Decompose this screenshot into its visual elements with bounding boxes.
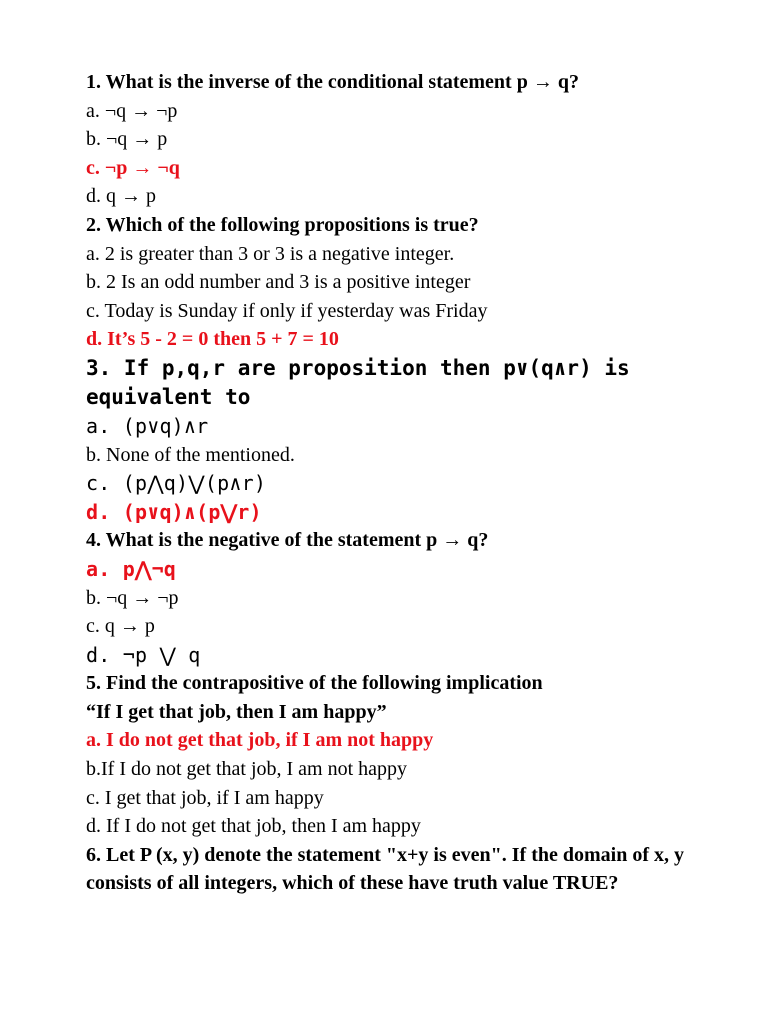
q3-option-b: b. None of the mentioned. bbox=[86, 443, 295, 466]
q5-option-b: b.If I do not get that job, I am not happy bbox=[86, 758, 408, 781]
question-6: 6. Let P (x, y) denote the statement "x+y is even". If the domain of x, y consists of all integers, which of these have truth value TRUE? bbox=[86, 843, 684, 895]
q1-option-d: d. q → p bbox=[86, 185, 156, 208]
q4-option-a-answer: a. p⋀¬q bbox=[86, 556, 177, 581]
q2-option-b: b. 2 Is an odd number and 3 is a positive integer bbox=[86, 271, 471, 294]
q5-option-a-answer: a. I do not get that job, if I am not happy bbox=[86, 729, 434, 752]
q3-option-a: a. (p∨q)∧r bbox=[86, 413, 209, 438]
question-5-quote: “If I get that job, then I am happy” bbox=[86, 700, 387, 723]
question-2: 2. Which of the following propositions is true? bbox=[86, 213, 479, 236]
q4-option-c: c. q → p bbox=[86, 615, 155, 638]
q2-option-a: a. 2 is greater than 3 or 3 is a negative integer. bbox=[86, 242, 455, 265]
q5-option-c: c. I get that job, if I am happy bbox=[86, 786, 324, 809]
question-1: 1. What is the inverse of the conditional statement p → q? bbox=[86, 71, 579, 93]
q2-option-c: c. Today is Sunday if only if yesterday was Friday bbox=[86, 299, 488, 322]
question-3: 3. If p,q,r are proposition then p∨(q∧r) is equivalent to bbox=[86, 355, 630, 409]
quiz-page bbox=[86, 68, 696, 898]
q2-option-d-answer: d. It’s 5 - 2 = 0 then 5 + 7 = 10 bbox=[86, 328, 339, 351]
q5-option-d: d. If I do not get that job, then I am happy bbox=[86, 815, 421, 838]
q1-option-c-answer: c. ¬p → ¬q bbox=[86, 156, 180, 179]
question-4: 4. What is the negative of the statement p → q? bbox=[86, 529, 489, 552]
question-5: 5. Find the contrapositive of the following implication bbox=[86, 672, 543, 695]
q1-option-b: b. ¬q → p bbox=[86, 128, 168, 151]
q3-option-c: c. (p⋀q)⋁(p∧r) bbox=[86, 471, 267, 496]
q4-option-b: b. ¬q → ¬p bbox=[86, 586, 179, 609]
q4-option-d: d. ¬p ⋁ q bbox=[86, 642, 201, 667]
q3-option-d-answer: d. (p∨q)∧(p⋁r) bbox=[86, 499, 262, 524]
q1-option-a: a. ¬q → ¬p bbox=[86, 99, 178, 122]
